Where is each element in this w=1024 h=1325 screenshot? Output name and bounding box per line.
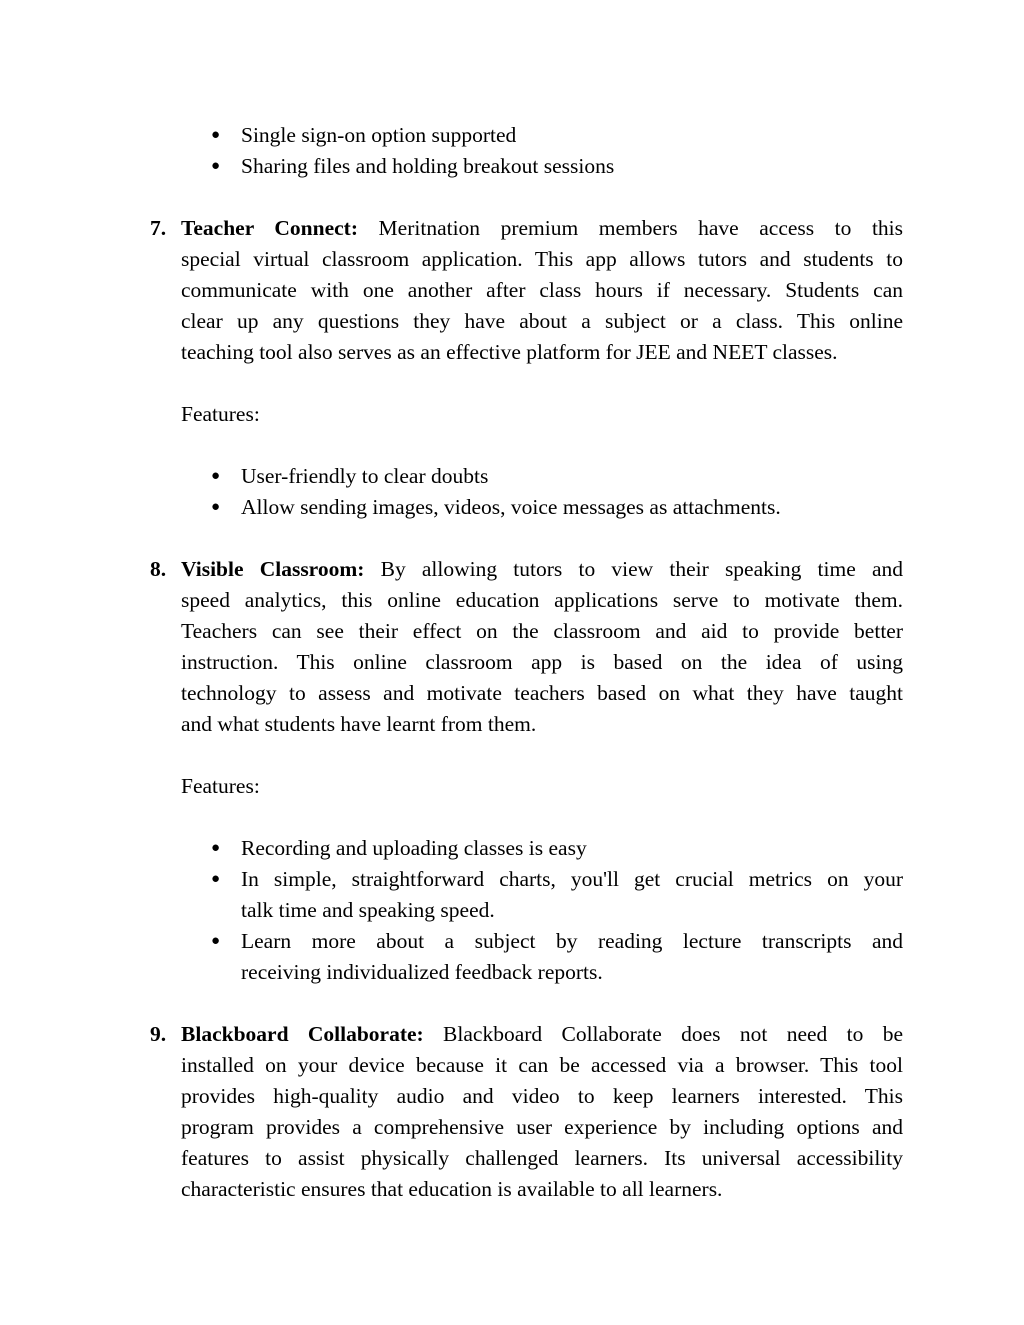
section-title: Visible Classroom: [181,557,365,581]
bullet-marker: ● [211,840,221,856]
features-label: Features: [181,402,260,426]
section-paragraph-line: technology to assess and motivate teachers based on what they have taught [181,681,903,705]
section-paragraph-line: instruction. This online classroom app is based on the idea of using [181,650,903,674]
bullet-marker: ● [211,468,221,484]
bullet-marker: ● [211,127,221,143]
section-paragraph-line: and what students have learnt from them. [181,712,537,736]
section-paragraph-line [181,1019,903,1050]
section-paragraph-line: installed on your device because it can be accessed via a browser. This tool [181,1053,903,1077]
section-paragraph-line: program provides a comprehensive user experience by including options and [181,1115,903,1139]
feature-item-continued: talk time and speaking speed. [241,898,495,922]
feature-item: User-friendly to clear doubts [241,464,489,488]
section-title: Blackboard Collaborate: [181,1022,424,1046]
bullet-marker: ● [211,158,221,174]
section-paragraph-line: communicate with one another after class hours if necessary. Students can [181,278,903,302]
section-paragraph-line: characteristic ensures that education is available to all learners. [181,1177,723,1201]
feature-item: In simple, straightforward charts, you'll get crucial metrics on your [241,867,903,891]
section-paragraph-line [181,213,903,244]
feature-item: Recording and uploading classes is easy [241,836,587,860]
section-title: Teacher Connect: [181,216,358,240]
feature-item: Allow sending images, videos, voice messages as attachments. [241,495,781,519]
section-paragraph-line: speed analytics, this online education applications serve to motivate them. [181,588,903,612]
section-paragraph-line: teaching tool also serves as an effective platform for JEE and NEET classes. [181,340,838,364]
feature-item: Learn more about a subject by reading lecture transcripts and [241,929,903,953]
bullet-marker: ● [211,933,221,949]
section-text: By allowing tutors to view their speaking time and [380,557,903,581]
section-paragraph-line: provides high-quality audio and video to keep learners interested. This [181,1084,903,1108]
section-paragraph-line [181,554,903,585]
section-paragraph-line: clear up any questions they have about a subject or a class. This online [181,309,903,333]
section-text: Blackboard Collaborate does not need to be [443,1022,903,1046]
section-number: 7. [150,216,167,240]
bullet-marker: ● [211,871,221,887]
section-paragraph-line: special virtual classroom application. This app allows tutors and students to [181,247,903,271]
bullet-text: Single sign-on option supported [241,123,517,147]
feature-item-continued: receiving individualized feedback reports. [241,960,603,984]
section-number: 8. [150,557,167,581]
bullet-text: Sharing files and holding breakout sessions [241,154,615,178]
section-text: Meritnation premium members have access to this [378,216,904,240]
bullet-marker: ● [211,499,221,515]
section-number: 9. [150,1022,167,1046]
section-paragraph-line: Teachers can see their effect on the classroom and aid to provide better [181,619,903,643]
section-paragraph-line: features to assist physically challenged learners. Its universal accessibility [181,1146,903,1170]
features-label: Features: [181,774,260,798]
